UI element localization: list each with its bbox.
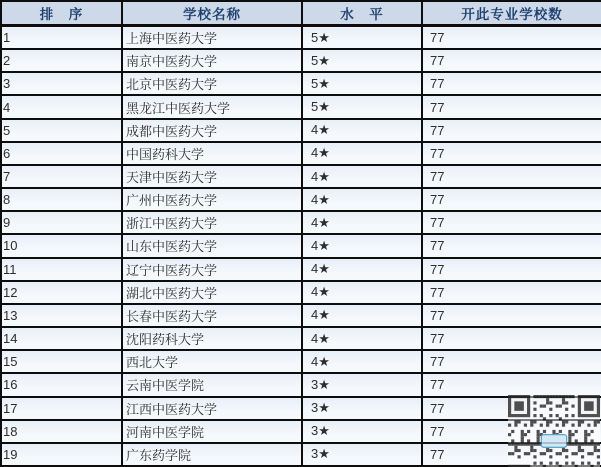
table-row [1,350,601,373]
count-cell: 77 [422,397,601,420]
rank-cell: 12 [1,281,122,304]
header-count: 开此专业学校数 [422,1,601,26]
school-cell: 浙江中医药大学 [122,211,302,234]
header-level: 水 平 [302,1,422,26]
school-cell: 黑龙江中医药大学 [122,95,302,118]
count-cell: 77 [422,373,601,396]
table-row [1,95,601,118]
level-cell: 4★ [302,119,422,142]
table-row [1,420,601,443]
rank-cell: 2 [1,49,122,72]
level-cell: 3★ [302,443,422,466]
level-cell: 5★ [302,26,422,50]
school-cell: 河南中医学院 [122,420,302,443]
count-cell: 77 [422,188,601,211]
rank-cell: 16 [1,373,122,396]
table-row [1,119,601,142]
count-cell: 77 [422,281,601,304]
count-cell: 77 [422,211,601,234]
table-row [1,142,601,165]
rank-cell: 11 [1,258,122,281]
level-cell: 4★ [302,234,422,257]
table-row [1,443,601,466]
level-cell: 4★ [302,258,422,281]
table-row [1,72,601,95]
level-cell: 5★ [302,95,422,118]
level-cell: 5★ [302,72,422,95]
level-cell: 3★ [302,397,422,420]
school-cell: 南京中医药大学 [122,49,302,72]
rank-cell: 5 [1,119,122,142]
table-row [1,397,601,420]
rank-cell: 9 [1,211,122,234]
count-cell: 77 [422,49,601,72]
school-cell: 西北大学 [122,350,302,373]
count-cell: 77 [422,142,601,165]
rank-cell: 7 [1,165,122,188]
level-cell: 4★ [302,281,422,304]
rank-cell: 3 [1,72,122,95]
rank-cell: 10 [1,234,122,257]
level-cell: 4★ [302,327,422,350]
rank-cell: 8 [1,188,122,211]
school-cell: 长春中医药大学 [122,304,302,327]
count-cell: 77 [422,304,601,327]
rank-cell: 4 [1,95,122,118]
table-body [1,26,601,467]
table-row [1,188,601,211]
school-cell: 广东药学院 [122,443,302,466]
level-cell: 4★ [302,304,422,327]
school-cell: 中国药科大学 [122,142,302,165]
header-rank: 排 序 [1,1,122,26]
level-cell: 4★ [302,188,422,211]
school-cell: 天津中医药大学 [122,165,302,188]
table-row [1,281,601,304]
school-cell: 山东中医药大学 [122,234,302,257]
rank-cell: 19 [1,443,122,466]
level-cell: 4★ [302,211,422,234]
header-row [1,1,601,26]
rank-cell: 15 [1,350,122,373]
count-cell: 77 [422,443,601,466]
table-row [1,258,601,281]
level-cell: 3★ [302,373,422,396]
count-cell: 77 [422,258,601,281]
table-row [1,165,601,188]
count-cell: 77 [422,234,601,257]
school-cell: 成都中医药大学 [122,119,302,142]
table-row [1,327,601,350]
rank-cell: 18 [1,420,122,443]
count-cell: 77 [422,72,601,95]
rank-cell: 1 [1,26,122,50]
level-cell: 5★ [302,49,422,72]
count-cell: 77 [422,26,601,50]
rank-cell: 6 [1,142,122,165]
table-row [1,234,601,257]
level-cell: 3★ [302,420,422,443]
school-cell: 北京中医药大学 [122,72,302,95]
count-cell: 77 [422,119,601,142]
level-cell: 4★ [302,165,422,188]
table-row [1,211,601,234]
count-cell: 77 [422,327,601,350]
school-cell: 上海中医药大学 [122,26,302,50]
header-school: 学校名称 [122,1,302,26]
rank-cell: 17 [1,397,122,420]
rank-cell: 13 [1,304,122,327]
school-cell: 云南中医学院 [122,373,302,396]
table-row [1,373,601,396]
school-cell: 沈阳药科大学 [122,327,302,350]
count-cell: 77 [422,95,601,118]
table-row [1,304,601,327]
level-cell: 4★ [302,350,422,373]
school-cell: 辽宁中医药大学 [122,258,302,281]
table-row [1,49,601,72]
school-cell: 广州中医药大学 [122,188,302,211]
count-cell: 77 [422,165,601,188]
count-cell: 77 [422,420,601,443]
count-cell: 77 [422,350,601,373]
rank-cell: 14 [1,327,122,350]
school-cell: 江西中医药大学 [122,397,302,420]
level-cell: 4★ [302,142,422,165]
school-cell: 湖北中医药大学 [122,281,302,304]
table-row [1,26,601,50]
